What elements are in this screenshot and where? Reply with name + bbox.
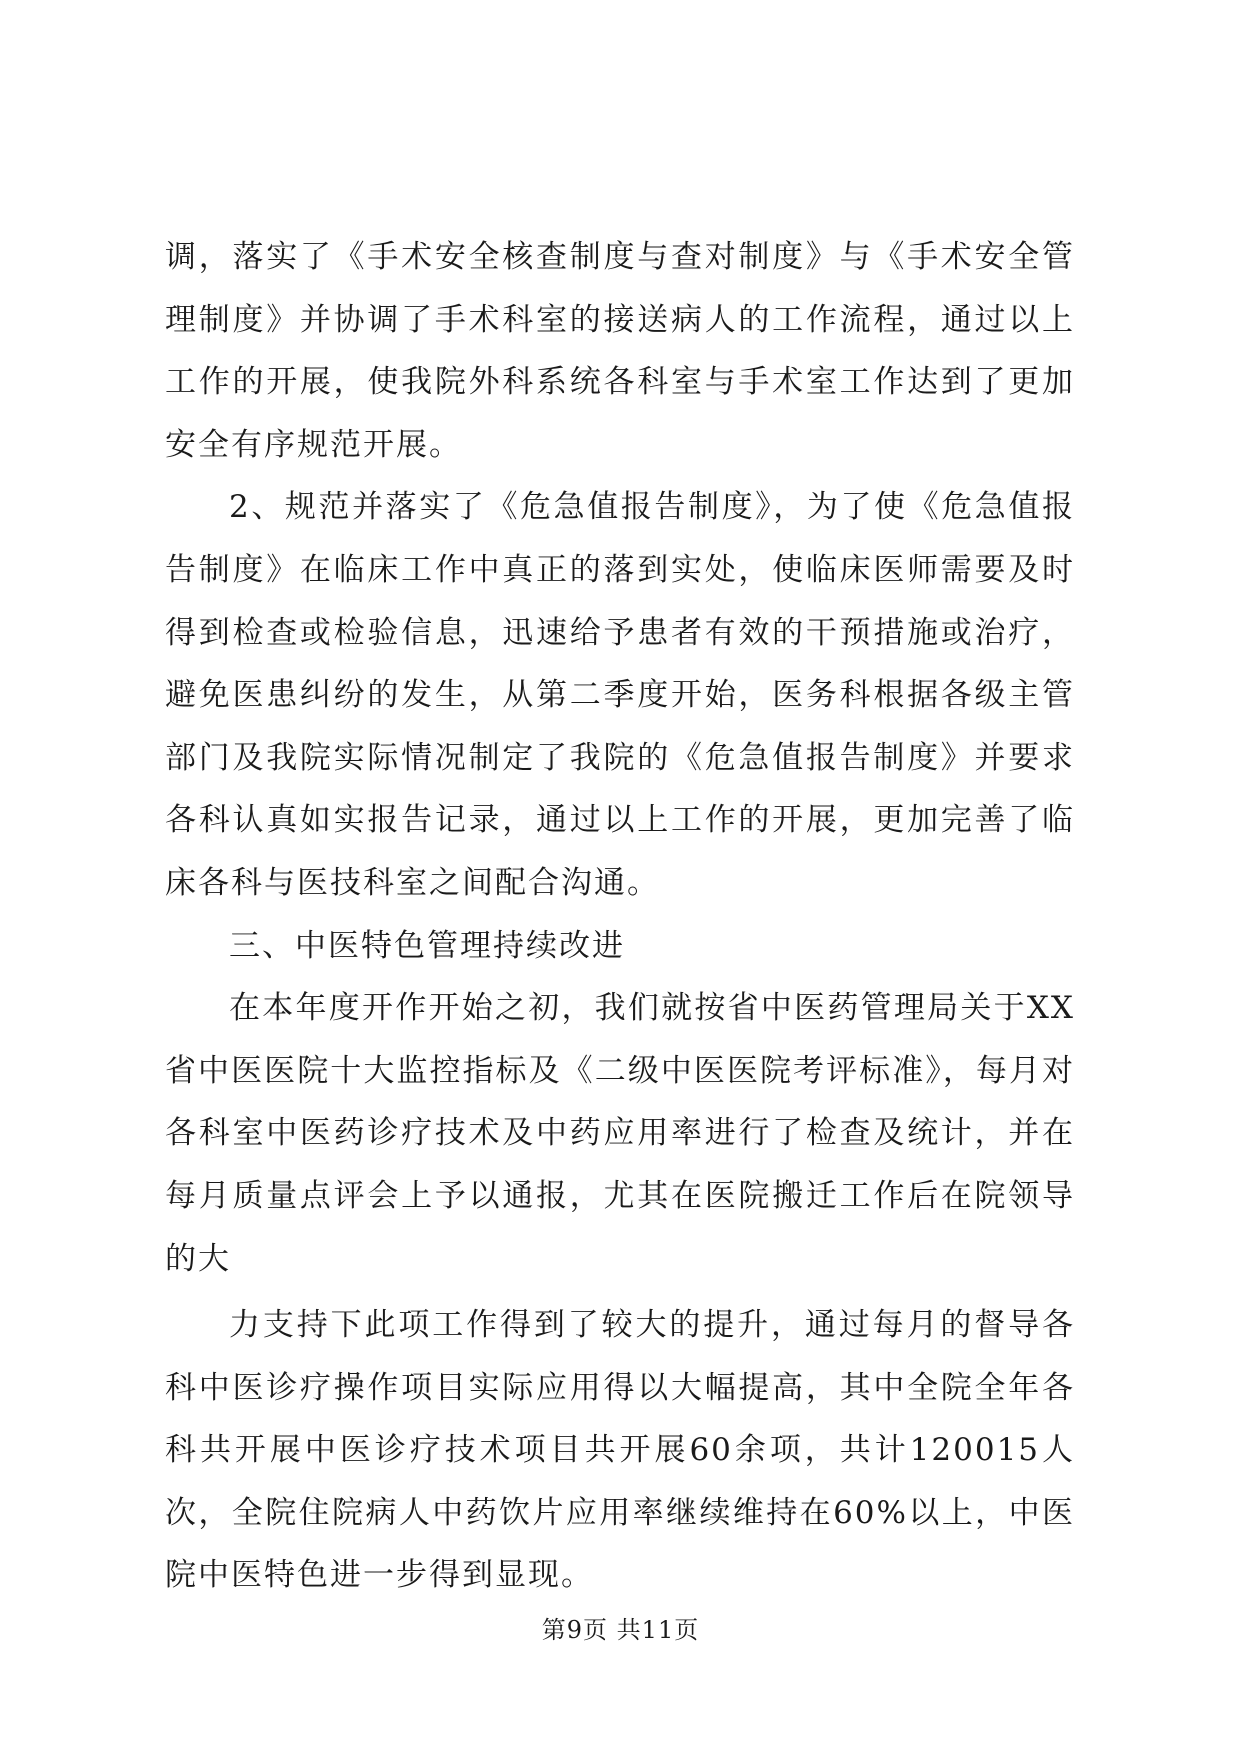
paragraph-surgery-safety: 调，落实了《手术安全核查制度与查对制度》与《手术安全管理制度》并协调了手术科室的接送病人的工作流程，通过以上工作的开展，使我院外科系统各科室与手术室工作达到了更加安全有序规范开展。 bbox=[165, 239, 1075, 463]
page-number-footer: 第9页 共11页 bbox=[541, 1616, 700, 1644]
paragraph-tcm-results: 力支持下此项工作得到了较大的提升，通过每月的督导各科中医诊疗操作项目实际应用得以大幅提高，其中全院全年各科共开展中医诊疗技术项目共开展60余项，共计120015人次，全院住院病人中药饮片应用率继续维持在60%以上，中医院中医特色进一步得到显现。 bbox=[165, 1307, 1075, 1594]
document-body bbox=[165, 226, 1075, 1607]
paragraph-tcm-monitoring: 在本年度开作开始之初，我们就按省中医药管理局关于XX省中医医院十大监控指标及《二级中医医院考评标准》，每月对各科室中医药诊疗技术及中药应用率进行了检查及统计，并在每月质量点评会上予以通报，尤其在医院搬迁工作后在院领导的大 bbox=[165, 990, 1075, 1277]
section-heading-tcm-management: 三、中医特色管理持续改进 bbox=[229, 927, 625, 964]
paragraph-critical-value-report: 2、规范并落实了《危急值报告制度》，为了使《危急值报告制度》在临床工作中真正的落到实处，使临床医师需要及时得到检查或检验信息，迅速给予患者有效的干预措施或治疗，避免医患纠纷的发生，从第二季度开始，医务科根据各级主管部门及我院实际情况制定了我院的《危急值报告制度》并要求各科认真如实报告记录，通过以上工作的开展，更加完善了临床各科与医技科室之间配合沟通。 bbox=[165, 489, 1075, 901]
